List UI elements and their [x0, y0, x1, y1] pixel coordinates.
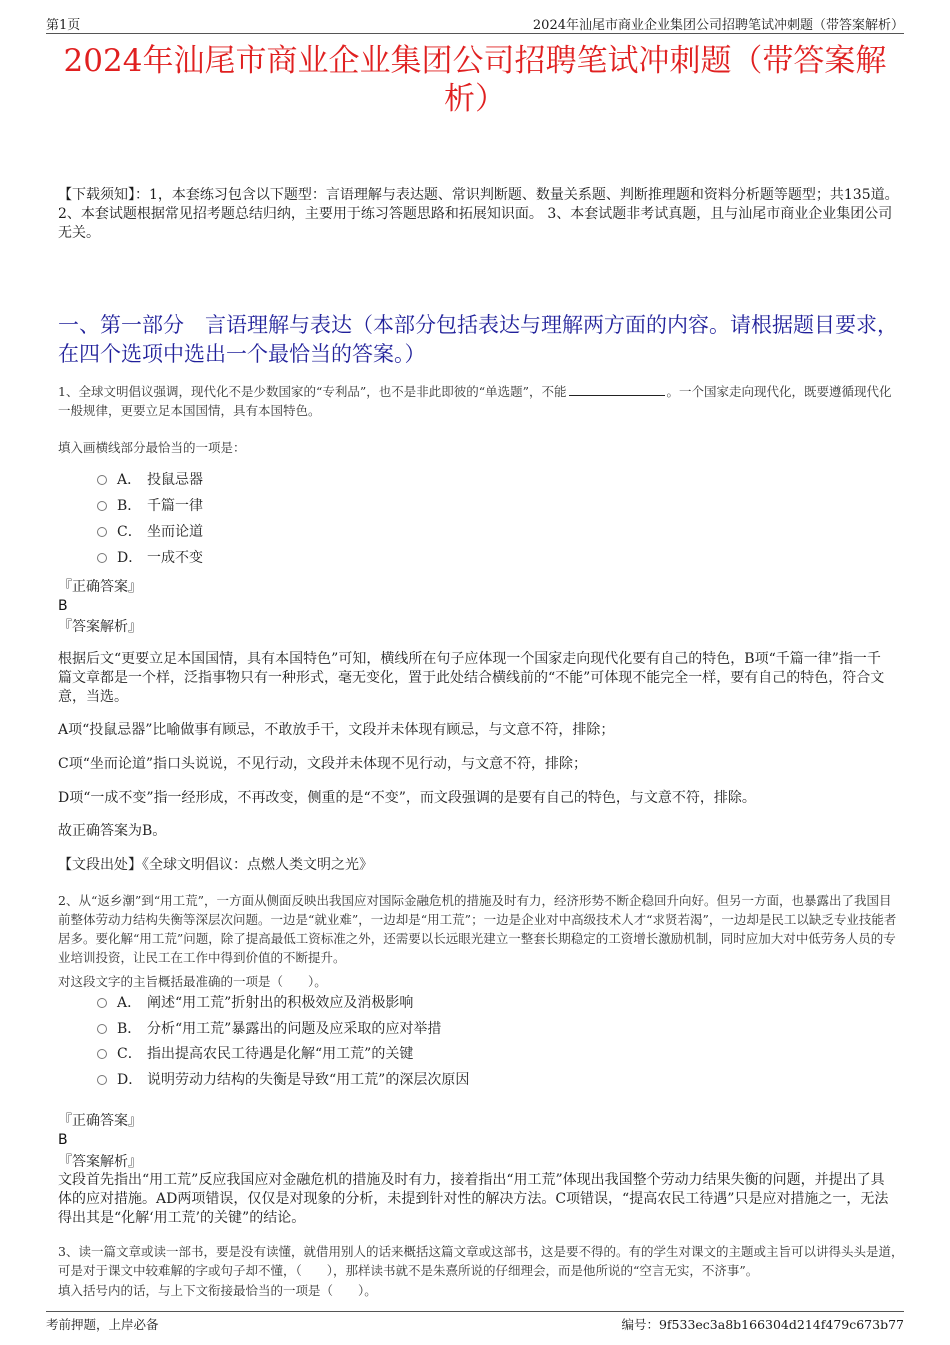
radio-button[interactable] [97, 475, 107, 485]
radio-button[interactable] [97, 553, 107, 563]
document-id: 编号：9f533ec3a8b166304d214f479c673b77 [621, 1317, 904, 1332]
question-3-text: 3、读一篇文章或读一部书，要是没有读懂，就借用别人的话来概括这篇文章或这部书，这是要不得的。有的学生对课文的主题或主旨可以讲得头头是道，可是对于课文中较难解的字或句子却不懂，（ ），那样读书就不是朱熹所说的仔细理会，而是他所说的“空言无实，不济事”。 [58, 1244, 904, 1278]
option-letter: A． [117, 472, 142, 488]
option-letter: A． [117, 995, 142, 1011]
option-letter: C． [117, 1046, 142, 1062]
option-text: 千篇一律 [147, 498, 203, 514]
option-text: 一成不变 [147, 550, 203, 566]
footer-slogan: 考前押题，上岸必备 [46, 1317, 159, 1332]
option-text: 分析“用工荒”暴露出的问题及应采取的应对举措 [147, 1021, 442, 1037]
radio-button[interactable] [97, 1024, 107, 1034]
q1-analysis-paragraph: D项“一成不变”指一经形成，不再改变，侧重的是“不变”，而文段强调的是要有自己的特色，与文意不符，排除。 [58, 790, 756, 806]
question-1-text [58, 382, 904, 420]
q2-option-c[interactable] [97, 1044, 413, 1064]
radio-button[interactable] [97, 998, 107, 1008]
download-notice: 【下载须知】：1，本套练习包含以下题型：言语理解与表达题、常识判断题、数量关系题、判断推理题和资料分析题等题型；共135道。 2、本套试题根据常见招考题总结归纳，主要用于练习答题思路和拓展知识面。 3、本套试题非考试真题，且与汕尾市商业企业集团公司无关。 [58, 187, 899, 241]
question-1-text-after: 。一个国家走向现代化，既要遵循现代化一般规律，更要立足本国国情，具有本国特色。 [58, 384, 892, 418]
q2-answer-label: 『正确答案』 [58, 1113, 142, 1129]
radio-button[interactable] [97, 527, 107, 537]
q1-analysis-conclusion: 故正确答案为B。 [58, 823, 167, 839]
q1-analysis-label: 『答案解析』 [58, 619, 142, 635]
option-letter: D． [117, 550, 143, 566]
q1-analysis-paragraph: C项“坐而论道”指口头说说，不见行动，文段并未体现不见行动，与文意不符，排除； [58, 756, 588, 772]
q2-analysis-paragraph: 文段首先指出“用工荒”反应我国应对金融危机的措施及时有力，接着指出“用工荒”体现出我国整个劳动力结果失衡的问题，并提出了具体的应对措施。AD两项错误，仅仅是对现象的分析，未提到针对性的解决方法。C项错误，“提高农民工待遇”只是应对措施之一，无法得出其是“化解‘用工荒’的关键”的结论。 [58, 1172, 889, 1226]
question-2-text: 2、从“返乡潮”到“用工荒”，一方面从侧面反映出我国应对国际金融危机的措施及时有力，经济形势不断企稳回升向好。但另一方面，也暴露出了我国目前整体劳动力结构失衡等深层次问题。一边是“就业难”，一边却是“用工荒”；一边是企业对中高级技术人才“求贤若渴”，一边却是民工以缺乏专业技能者居多。要化解“用工荒”问题，除了提高最低工资标准之外，还需要以长远眼光建立一整套长期稳定的工资增长激励机制，同时应加大对中低劳务人员的专业培训投资，让民工在工作中得到价值的不断提升。 [58, 893, 897, 965]
option-letter: B． [117, 1021, 142, 1037]
q1-option-d[interactable] [97, 548, 203, 568]
option-letter: D． [117, 1072, 143, 1088]
question-1-text-before: 1、全球文明倡议强调，现代化不是少数国家的“专利品”，也不是非此即彼的“单选题”，不能 [58, 384, 567, 399]
question-1-prompt: 填入画横线部分最恰当的一项是： [58, 440, 246, 455]
option-text: 指出提高农民工待遇是化解“用工荒”的关键 [147, 1046, 414, 1062]
running-header-title: 2024年汕尾市商业企业集团公司招聘笔试冲刺题（带答案解析） [532, 18, 904, 33]
header-divider [46, 33, 904, 34]
q1-option-c[interactable] [97, 522, 203, 542]
option-text: 坐而论道 [147, 524, 203, 540]
q2-option-b[interactable] [97, 1019, 441, 1039]
q2-option-d[interactable] [97, 1070, 469, 1090]
option-letter: B． [117, 498, 142, 514]
question-3-prompt: 填入括号内的话，与上下文衔接最恰当的一项是（ ）。 [58, 1283, 377, 1298]
option-text: 投鼠忌器 [147, 472, 203, 488]
option-text: 阐述“用工荒”折射出的积极效应及消极影响 [147, 995, 414, 1011]
q1-analysis-paragraph: A项“投鼠忌器”比喻做事有顾忌，不敢放手干，文段并未体现有顾忌，与文意不符，排除； [58, 722, 615, 738]
question-2-prompt: 对这段文字的主旨概括最准确的一项是（ ）。 [58, 974, 327, 989]
section-title: 一、第一部分 言语理解与表达（本部分包括表达与理解两方面的内容。请根据题目要求，在四个选项中选出一个最恰当的答案。） [58, 313, 898, 366]
q2-option-a[interactable] [97, 993, 413, 1013]
page-number: 第1页 [46, 18, 81, 33]
q1-analysis-paragraph: 根据后文“更要立足本国国情，具有本国特色”可知，横线所在句子应体现一个国家走向现代化要有自己的特色，B项“千篇一律”指一千篇文章都是一个样，泛指事物只有一种形式，毫无变化，置于此处结合横线前的“不能”可体现不能完全一样，要有自己的特色，符合文意，当选。 [58, 651, 885, 705]
footer-divider [46, 1311, 904, 1312]
q1-option-a[interactable] [97, 470, 203, 490]
radio-button[interactable] [97, 501, 107, 511]
option-letter: C． [117, 524, 142, 540]
q1-source: 【文段出处】《全球文明倡议：点燃人类文明之光》 [58, 857, 373, 873]
q1-answer: B [58, 598, 68, 614]
document-title: 2024年汕尾市商业企业集团公司招聘笔试冲刺题（带答案解析） [63, 43, 887, 117]
q2-analysis-label: 『答案解析』 [58, 1154, 142, 1170]
option-text: 说明劳动力结构的失衡是导致“用工荒”的深层次原因 [147, 1072, 470, 1088]
q1-answer-label: 『正确答案』 [58, 579, 142, 595]
radio-button[interactable] [97, 1049, 107, 1059]
q1-option-b[interactable] [97, 496, 203, 516]
q2-answer: B [58, 1132, 68, 1148]
radio-button[interactable] [97, 1075, 107, 1085]
fill-blank-line [569, 383, 665, 396]
